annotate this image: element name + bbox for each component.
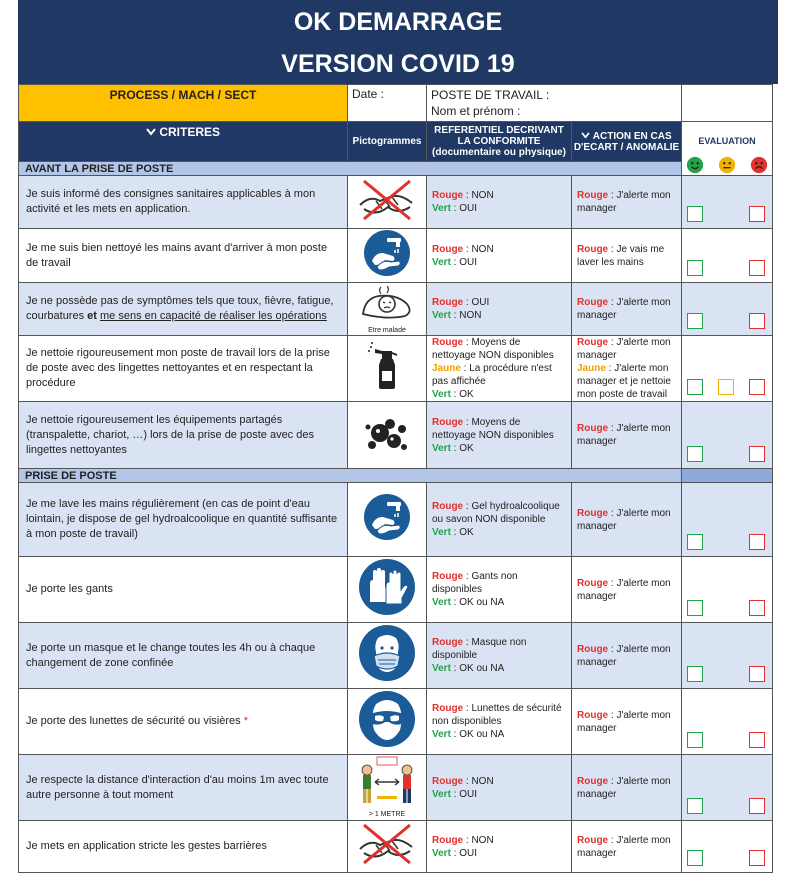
- required-mark: *: [243, 715, 248, 727]
- red-evaluation-checkbox[interactable]: [749, 206, 765, 222]
- section-title-text: AVANT LA PRISE DE POSTE: [25, 162, 174, 175]
- ref-vert-text: OK: [459, 389, 474, 400]
- vert-label: Vert: [432, 389, 451, 400]
- no-handshake-icon: [354, 821, 420, 872]
- sick-person-icon: [357, 284, 417, 327]
- rouge-label: Rouge: [432, 703, 464, 714]
- table-row: [19, 623, 773, 689]
- sad-smiley-icon: [750, 156, 768, 174]
- rouge-label: Rouge: [432, 416, 464, 428]
- table-row: [19, 483, 773, 557]
- rouge-label: Rouge: [432, 297, 464, 308]
- date-field[interactable]: [348, 85, 427, 122]
- wash-hands-icon: [363, 493, 411, 546]
- act-rouge-text: J'alerte mon manager: [577, 709, 671, 734]
- evaluation-label: EVALUATION: [698, 136, 756, 146]
- vert-label: Vert: [432, 597, 451, 608]
- referentiel-cell: Rouge : Moyens de nettoyage NON disponibles Jaune : La procédure n'est pas affichée Vert : OK: [427, 336, 572, 402]
- rouge-label: Rouge: [432, 190, 464, 201]
- criteria-text: Je nettoie rigoureusement mon poste de travail lors de la prise de poste avec des lingettes nettoyantes et en respectant la procédure: [26, 347, 330, 389]
- vert-label: Vert: [432, 203, 451, 214]
- ref-vert-text: OK: [459, 527, 474, 538]
- action-cell: Rouge : J'alerte mon manager: [572, 755, 682, 821]
- green-evaluation-checkbox[interactable]: [687, 666, 703, 682]
- criteria-emphasis: et: [87, 310, 97, 322]
- gloves-icon: [358, 558, 416, 621]
- ref-rouge-text: NON: [471, 243, 494, 255]
- ref-vert-text: OUI: [459, 788, 478, 800]
- action-cell: Rouge : J'alerte mon manager: [572, 623, 682, 689]
- process-field[interactable]: [19, 85, 348, 122]
- action-cell: Rouge : J'alerte mon manager: [572, 176, 682, 229]
- table-row: [19, 557, 773, 623]
- vert-label: Vert: [432, 663, 451, 674]
- pictogram-cell: [348, 755, 427, 821]
- ref-vert-text: OK: [459, 442, 474, 454]
- action-cell: Rouge : J'alerte mon manager Jaune : J'alerte mon manager et je nettoie mon poste de travail: [572, 336, 682, 402]
- table-row: [19, 755, 773, 821]
- neutral-smiley-icon: [718, 156, 736, 174]
- referentiel-cell: Rouge : NON Vert : OUI: [427, 821, 572, 873]
- criteria-cell: [19, 283, 348, 336]
- page-title: OK DEMARRAGE: [293, 8, 503, 36]
- criteria-cell: [19, 483, 348, 557]
- action-cell: Rouge : J'alerte mon manager: [572, 689, 682, 755]
- section-title: [19, 469, 682, 483]
- table-row: [19, 689, 773, 755]
- wash-hands-icon: [363, 229, 411, 282]
- jaune-label: Jaune: [577, 363, 606, 374]
- act-rouge-text: J'alerte mon manager: [577, 297, 671, 321]
- act-rouge-text: J'alerte mon manager: [577, 337, 671, 361]
- criteres-header: [19, 122, 348, 162]
- ref-rouge-text: Moyens de nettoyage NON disponibles: [432, 416, 554, 441]
- criteria-text: Je porte des lunettes de sécurité ou visières: [26, 715, 241, 727]
- pictogram-cell: [348, 821, 427, 873]
- table-row: [19, 402, 773, 469]
- criteres-label: CRITERES: [159, 125, 221, 139]
- action-cell: Rouge : J'alerte mon manager: [572, 402, 682, 469]
- criteria-cell: [19, 623, 348, 689]
- action-label: ACTION EN CAS D'ECART / ANOMALIE: [573, 130, 680, 153]
- pictogram-cell: [348, 689, 427, 755]
- date-label: Date :: [352, 87, 385, 101]
- social-distance-icon: [357, 756, 417, 811]
- ref-vert-text: NON: [459, 310, 482, 321]
- green-evaluation-checkbox[interactable]: [687, 798, 703, 814]
- vert-label: Vert: [432, 256, 451, 268]
- red-evaluation-checkbox[interactable]: [749, 446, 765, 462]
- rouge-label: Rouge: [577, 643, 609, 655]
- section-header: [19, 469, 773, 483]
- rouge-label: Rouge: [577, 709, 609, 721]
- evaluation-cell: [682, 336, 773, 402]
- ref-rouge-text: NON: [471, 190, 494, 201]
- act-rouge-text: J'alerte mon manager: [577, 190, 671, 214]
- red-evaluation-checkbox[interactable]: [749, 260, 765, 276]
- table-row: [19, 821, 773, 873]
- red-evaluation-checkbox[interactable]: [749, 850, 765, 866]
- page-subtitle: VERSION COVID 19: [281, 50, 515, 78]
- green-evaluation-checkbox[interactable]: [687, 446, 703, 462]
- referentiel-cell: Rouge : NON Vert : OUI: [427, 176, 572, 229]
- rouge-label: Rouge: [577, 337, 609, 348]
- action-cell: Rouge : J'alerte mon manager: [572, 483, 682, 557]
- criteria-text: Je me lave les mains régulièrement (en cas de point d'eau lointain, je dispose de gel hydroalcoolique en quantité suffisante à mon poste de travail): [26, 498, 338, 540]
- evaluation-cell: [682, 557, 773, 623]
- pictogram-cell: [348, 176, 427, 229]
- pictogram-cell: [348, 229, 427, 283]
- green-evaluation-checkbox[interactable]: [687, 206, 703, 222]
- vert-label: Vert: [432, 442, 451, 454]
- vert-label: Vert: [432, 527, 451, 538]
- ref-rouge-text: Gants non disponibles: [432, 571, 518, 595]
- criteria-text: Je respecte la distance d'interaction d'au moins 1m avec toute autre personne à tout moment: [26, 773, 329, 801]
- table-row: [19, 229, 773, 283]
- rouge-label: Rouge: [432, 571, 464, 582]
- act-rouge-text: J'alerte mon manager: [577, 834, 671, 859]
- criteria-cell: [19, 821, 348, 873]
- evaluation-cell: [682, 483, 773, 557]
- action-header: [572, 122, 682, 162]
- pictogrammes-label: Pictogrammes: [352, 136, 422, 147]
- referentiel-cell: Rouge : Moyens de nettoyage NON disponibles Vert : OK: [427, 402, 572, 469]
- rouge-label: Rouge: [432, 834, 464, 846]
- pictogram-cell: [348, 557, 427, 623]
- soap-bubbles-icon: [362, 411, 412, 460]
- ref-rouge-text: Lunettes de sécurité non disponibles: [432, 703, 562, 727]
- ref-rouge-text: NON: [471, 775, 494, 787]
- red-evaluation-checkbox[interactable]: [749, 534, 765, 550]
- pictogram-cell: [348, 483, 427, 557]
- criteria-text-underlined: me sens en capacité de réaliser les opérations: [100, 310, 327, 322]
- spray-bottle-icon: [367, 341, 407, 396]
- ref-vert-text: OK ou NA: [459, 663, 505, 674]
- no-handshake-icon: [354, 177, 420, 228]
- title-banner: [18, 0, 778, 84]
- ref-vert-text: OK ou NA: [459, 729, 505, 740]
- criteria-cell: [19, 755, 348, 821]
- rouge-label: Rouge: [432, 637, 464, 648]
- nom-label: Nom et prénom :: [431, 104, 521, 118]
- criteria-cell: [19, 557, 348, 623]
- rouge-label: Rouge: [577, 190, 609, 201]
- rouge-label: Rouge: [432, 775, 464, 787]
- act-rouge-text: J'alerte mon manager: [577, 423, 671, 447]
- rouge-label: Rouge: [432, 243, 464, 255]
- table-row: [19, 176, 773, 229]
- vert-label: Vert: [432, 847, 451, 859]
- green-evaluation-checkbox[interactable]: [687, 732, 703, 748]
- pictogram-cell: [348, 336, 427, 402]
- ref-vert-text: OK ou NA: [459, 597, 505, 608]
- section-title: [19, 162, 682, 176]
- ref-rouge-text: Gel hydroalcoolique ou savon NON disponible: [432, 501, 560, 525]
- red-evaluation-checkbox[interactable]: [749, 732, 765, 748]
- red-evaluation-checkbox[interactable]: [749, 666, 765, 682]
- criteria-text: Je suis informé des consignes sanitaires applicables à mon activité et les mets en application.: [26, 188, 316, 215]
- pictogram-cell: [348, 283, 427, 336]
- action-cell: Rouge : J'alerte mon manager: [572, 283, 682, 336]
- pictogram-caption: Etre malade: [368, 326, 406, 334]
- section-eval-cell: [682, 469, 773, 483]
- yellow-evaluation-checkbox[interactable]: [718, 379, 734, 395]
- act-rouge-text: J'alerte mon manager: [577, 577, 671, 602]
- evaluation-cell: [682, 689, 773, 755]
- evaluation-cell: [682, 229, 773, 283]
- rouge-label: Rouge: [577, 507, 609, 519]
- rouge-label: Rouge: [577, 834, 609, 846]
- rouge-label: Rouge: [577, 423, 609, 434]
- referentiel-cell: Rouge : Gel hydroalcoolique ou savon NON disponible Vert : OK: [427, 483, 572, 557]
- criteria-text: Je nettoie rigoureusement les équipements partagés (transpalette, chariot, …) lors de la prise de poste avec des lingettes nettoyantes: [26, 413, 314, 456]
- safety-goggles-icon: [358, 690, 416, 753]
- vert-label: Vert: [432, 788, 451, 800]
- referentiel-cell: Rouge : Masque non disponible Vert : OK ou NA: [427, 623, 572, 689]
- green-evaluation-checkbox[interactable]: [687, 379, 703, 395]
- referentiel-header: [427, 122, 572, 162]
- referentiel-cell: Rouge : Lunettes de sécurité non disponibles Vert : OK ou NA: [427, 689, 572, 755]
- criteria-text: Je ne possède pas de symptômes tels que toux, fièvre, fatigue, courbatures: [26, 295, 334, 322]
- criteria-cell: [19, 402, 348, 469]
- criteria-cell: [19, 689, 348, 755]
- chevron-down-icon: [581, 132, 590, 139]
- evaluation-cell: [682, 283, 773, 336]
- evaluation-cell: [682, 623, 773, 689]
- act-jaune-text: J'alerte mon manager et je nettoie mon poste de travail: [577, 363, 671, 400]
- pictogram-caption: > 1 METRE: [368, 811, 406, 818]
- action-cell: Rouge : J'alerte mon manager: [572, 821, 682, 873]
- referentiel-cell: Rouge : NON Vert : OUI: [427, 755, 572, 821]
- ref-vert-text: OUI: [459, 203, 478, 214]
- act-rouge-text: J'alerte mon manager: [577, 775, 671, 800]
- blank-header-cell: [682, 85, 773, 122]
- green-evaluation-checkbox[interactable]: [687, 313, 703, 329]
- action-cell: Rouge : Je vais me laver les mains: [572, 229, 682, 283]
- ref-rouge-text: OUI: [471, 297, 490, 308]
- evaluation-cell: [682, 821, 773, 873]
- referentiel-cell: Rouge : Gants non disponibles Vert : OK ou NA: [427, 557, 572, 623]
- referentiel-cell: Rouge : OUI Vert : NON: [427, 283, 572, 336]
- vert-label: Vert: [432, 310, 451, 321]
- pictogram-cell: [348, 623, 427, 689]
- evaluation-cell: [682, 755, 773, 821]
- action-cell: Rouge : J'alerte mon manager: [572, 557, 682, 623]
- red-evaluation-checkbox[interactable]: [749, 600, 765, 616]
- red-evaluation-checkbox[interactable]: [749, 313, 765, 329]
- rouge-label: Rouge: [432, 501, 464, 512]
- criteria-text: Je porte un masque et le change toutes les 4h ou à chaque changement de zone confinée: [26, 641, 316, 669]
- red-evaluation-checkbox[interactable]: [749, 798, 765, 814]
- act-rouge-text: J'alerte mon manager: [577, 643, 671, 668]
- vert-label: Vert: [432, 729, 451, 740]
- rouge-label: Rouge: [577, 775, 609, 787]
- act-rouge-text: J'alerte mon manager: [577, 507, 671, 532]
- rouge-label: Rouge: [577, 243, 609, 255]
- section-header: [19, 162, 773, 176]
- section-title-text: PRISE DE POSTE: [25, 469, 117, 482]
- poste-field[interactable]: [427, 85, 682, 122]
- green-evaluation-checkbox[interactable]: [687, 600, 703, 616]
- referentiel-cell: Rouge : NON Vert : OUI: [427, 229, 572, 283]
- rouge-label: Rouge: [577, 297, 609, 308]
- ref-rouge-text: Masque non disponible: [432, 637, 527, 661]
- act-rouge-text: Je vais me laver les mains: [577, 243, 665, 268]
- ref-vert-text: OUI: [459, 256, 478, 268]
- evaluation-cell: [682, 402, 773, 469]
- rouge-label: Rouge: [432, 337, 464, 348]
- green-evaluation-checkbox[interactable]: [687, 850, 703, 866]
- happy-smiley-icon: [686, 156, 704, 174]
- green-evaluation-checkbox[interactable]: [687, 260, 703, 276]
- poste-label: POSTE DE TRAVAIL :: [431, 88, 550, 102]
- pictogram-cell: [348, 402, 427, 469]
- criteria-text: Je me suis bien nettoyé les mains avant d'arriver à mon poste de travail: [26, 241, 328, 269]
- process-label: PROCESS / MACH / SECT: [109, 88, 257, 102]
- evaluation-cell: [682, 176, 773, 229]
- ref-rouge-text: NON: [471, 834, 494, 846]
- table-row: [19, 283, 773, 336]
- green-evaluation-checkbox[interactable]: [687, 534, 703, 550]
- evaluation-header: [682, 122, 773, 176]
- referentiel-label: REFERENTIEL DECRIVANT LA CONFORMITE (documentaire ou physique): [432, 125, 566, 158]
- criteria-cell: [19, 229, 348, 283]
- ref-rouge-text: Moyens de nettoyage NON disponibles: [432, 337, 554, 361]
- criteria-cell: [19, 176, 348, 229]
- checklist-table: [18, 84, 773, 873]
- rouge-label: Rouge: [577, 577, 609, 589]
- ref-jaune-text: La procédure n'est pas affichée: [432, 363, 552, 387]
- jaune-label: Jaune: [432, 363, 461, 374]
- table-row: [19, 336, 773, 402]
- chevron-down-icon: [146, 128, 156, 136]
- criteria-cell: [19, 336, 348, 402]
- pictogrammes-header: [348, 122, 427, 162]
- ref-vert-text: OUI: [459, 847, 478, 859]
- criteria-text: Je porte les gants: [26, 583, 113, 595]
- criteria-text: Je mets en application stricte les gestes barrières: [26, 840, 267, 852]
- red-evaluation-checkbox[interactable]: [749, 379, 765, 395]
- face-mask-icon: [358, 624, 416, 687]
